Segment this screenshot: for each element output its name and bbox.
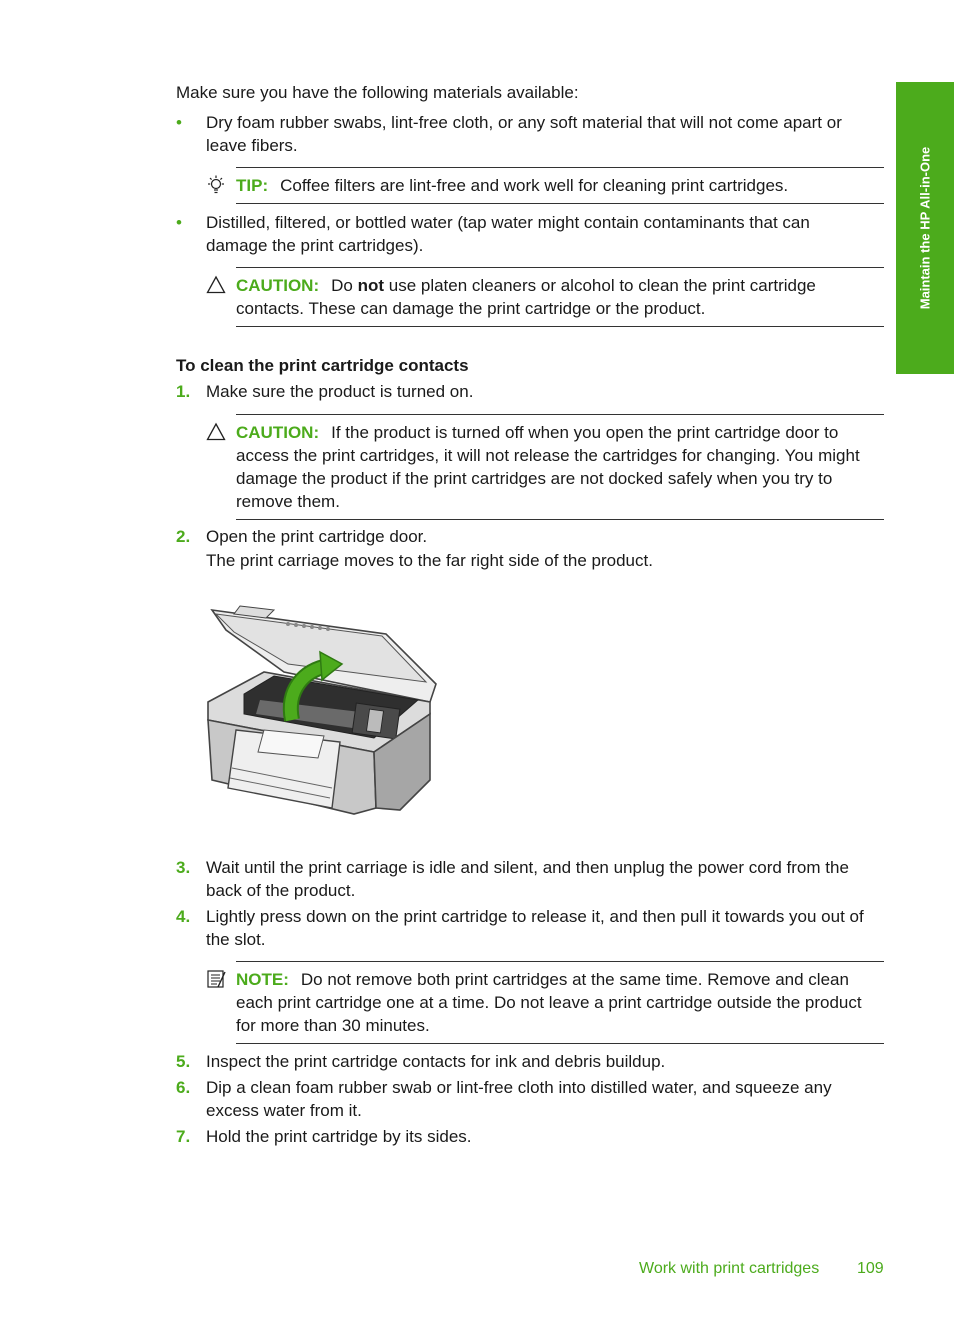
tip-label: TIP: bbox=[236, 176, 269, 195]
caution-text-post: use platen cleaners or alcohol to clean the print cartridge contacts. These can damage the print cartridge or the product. bbox=[236, 276, 816, 318]
caution-label: CAUTION: bbox=[236, 276, 320, 295]
procedure-heading: To clean the print cartridge contacts bbox=[176, 356, 469, 375]
step-text: Inspect the print cartridge contacts for ink and debris buildup. bbox=[206, 1052, 666, 1071]
page-number: 109 bbox=[857, 1260, 884, 1277]
material-item: Distilled, filtered, or bottled water (tap water might contain contaminants that can damage the print cartridges). bbox=[206, 213, 810, 255]
footer-section: Work with print cartridges bbox=[639, 1260, 820, 1277]
bullet-icon: • bbox=[176, 213, 182, 232]
lightbulb-icon bbox=[206, 175, 226, 195]
caution-box bbox=[236, 267, 884, 327]
caution-text-bold: not bbox=[357, 276, 385, 295]
printer-illustration bbox=[204, 602, 440, 820]
step-text: Make sure the product is turned on. bbox=[206, 382, 474, 401]
step-number: 6. bbox=[176, 1078, 191, 1097]
step-text: Wait until the print carriage is idle and silent, and then unplug the power cord from the back of the product. bbox=[206, 858, 849, 900]
step-number: 2. bbox=[176, 527, 191, 546]
step-number: 7. bbox=[176, 1127, 191, 1146]
caution-text-pre: Do bbox=[331, 276, 358, 295]
step-number: 1. bbox=[176, 382, 191, 401]
note-label: NOTE: bbox=[236, 970, 289, 989]
caution-label: CAUTION: bbox=[236, 423, 320, 442]
step-text: Hold the print cartridge by its sides. bbox=[206, 1127, 472, 1146]
tip-box bbox=[236, 167, 884, 204]
step-number: 3. bbox=[176, 858, 191, 877]
side-tab bbox=[896, 82, 954, 374]
warning-triangle-icon bbox=[206, 422, 226, 442]
warning-triangle-icon bbox=[206, 275, 226, 295]
note-text: Do not remove both print cartridges at the same time. Remove and clean each print cartridge one at a time. Do not leave a print cartridge outside the product for more than 30 minutes. bbox=[236, 970, 862, 1035]
tip-text: Coffee filters are lint-free and work well for cleaning print cartridges. bbox=[280, 176, 789, 195]
step-text: Lightly press down on the print cartridge to release it, and then pull it towards you out of the slot. bbox=[206, 907, 864, 949]
bullet-icon: • bbox=[176, 113, 182, 132]
side-tab-label: Maintain the HP All-in-One bbox=[917, 146, 933, 310]
step-text: Open the print cartridge door. bbox=[206, 527, 428, 546]
note-box bbox=[236, 961, 884, 1044]
step-subtext: The print carriage moves to the far right side of the product. bbox=[206, 551, 653, 570]
step-text: Dip a clean foam rubber swab or lint-free cloth into distilled water, and squeeze any excess water from it. bbox=[206, 1078, 832, 1120]
material-item: Dry foam rubber swabs, lint-free cloth, or any soft material that will not come apart or leave fibers. bbox=[206, 113, 842, 155]
caution-box bbox=[236, 414, 884, 520]
step-number: 5. bbox=[176, 1052, 191, 1071]
caution-text: If the product is turned off when you open the print cartridge door to access the print cartridges, it will not release the cartridges for changing. You might damage the product if the print cartridges are not docked safely when you try to remove them. bbox=[236, 423, 860, 511]
note-pad-icon bbox=[206, 969, 226, 989]
intro-text: Make sure you have the following materials available: bbox=[176, 83, 579, 102]
step-number: 4. bbox=[176, 907, 191, 926]
